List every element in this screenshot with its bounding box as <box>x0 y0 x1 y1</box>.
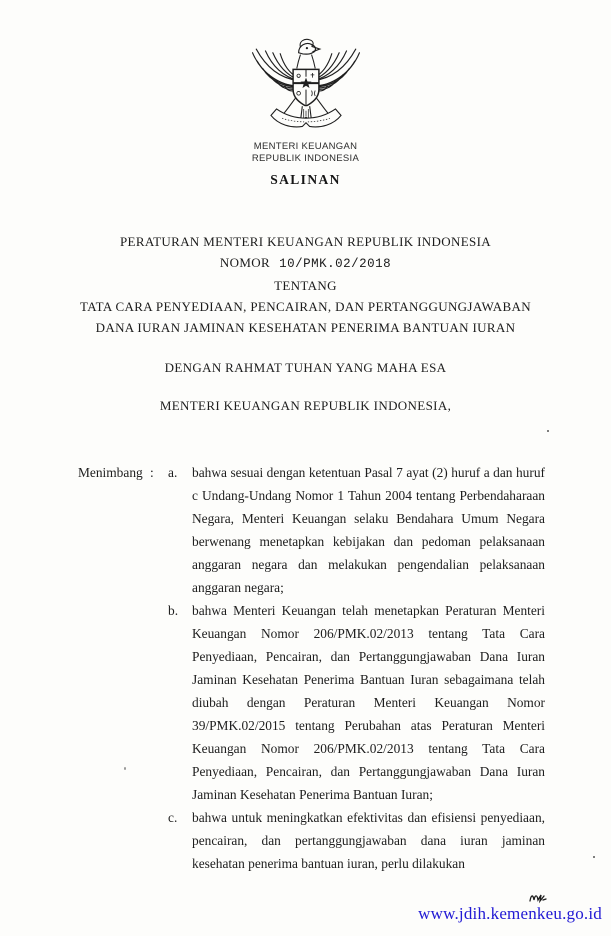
nomor-label: NOMOR <box>219 255 271 270</box>
considerations-section <box>78 461 545 875</box>
menimbang-colon: : <box>150 465 154 480</box>
tentang-label: TENTANG <box>274 278 337 293</box>
item-text: bahwa sesuai dengan ketentuan Pasal 7 ayat (2) huruf a dan huruf c Undang-Undang Nomor 1 Tahun 2004 tentang Perbendaharaan Negara, Menteri Keuangan selaku Bendahara Umum Negara berwenang menetapkan kebijakan dan pedoman pelaksanaan anggaran negara dan melakukan pengendalian pelaksanaan anggaran negara; <box>192 465 545 595</box>
scan-speck <box>547 430 549 432</box>
salinan-copy-label: SALINAN <box>270 172 341 187</box>
consideration-item-a <box>168 461 545 599</box>
regulation-title-line: PERATURAN MENTERI KEUANGAN REPUBLIK INDONESIA <box>119 234 492 249</box>
garuda-pancasila-emblem-icon <box>245 38 367 132</box>
authority-line: MENTERI KEUANGAN REPUBLIK INDONESIA, <box>159 398 452 413</box>
consideration-item-c <box>168 806 545 875</box>
paraf-initials-icon <box>528 891 550 904</box>
jdih-website-link[interactable]: www.jdih.kemenkeu.go.id <box>418 904 602 923</box>
scan-speck <box>124 767 126 770</box>
scan-speck <box>593 856 595 858</box>
letterhead <box>0 38 611 188</box>
invocation-line: DENGAN RAHMAT TUHAN YANG MAHA ESA <box>164 360 447 375</box>
consideration-item-b <box>168 599 545 806</box>
nomor-value: 10/PMK.02/2018 <box>279 257 392 271</box>
menimbang-label: Menimbang <box>78 465 143 480</box>
menimbang-items <box>168 461 545 875</box>
ministry-name-line2: REPUBLIK INDONESIA <box>251 153 360 164</box>
item-letter: c. <box>168 810 178 825</box>
item-letter: b. <box>168 603 179 618</box>
ministry-name-line1: MENTERI KEUANGAN <box>253 141 358 152</box>
subject-line2: DANA IURAN JAMINAN KESEHATAN PENERIMA BANTUAN IURAN <box>95 320 516 335</box>
regulation-number-line <box>0 252 611 275</box>
item-text: bahwa Menteri Keuangan telah menetapkan Peraturan Menteri Keuangan Nomor 206/PMK.02/2013 tentang Tata Cara Penyediaan, Pencairan, dan Pertanggungjawaban Dana Iuran Jaminan Kesehatan Penerima Bantuan Iuran sebagaimana telah diubah dengan Peraturan Menteri Keuangan Nomor 39/PMK.02/2015 tentang Perubahan atas Peraturan Menteri Keuangan Nomor 206/PMK.02/2013 tentang Tata Cara Penyediaan, Pencairan, dan Pertanggungjawaban Dana Iuran Jaminan Kesehatan Penerima Bantuan Iuran; <box>192 603 545 802</box>
item-letter: a. <box>168 465 178 480</box>
subject-line1: TATA CARA PENYEDIAAN, PENCAIRAN, DAN PERTANGGUNGJAWABAN <box>80 299 531 314</box>
regulation-title-block <box>0 231 611 338</box>
page-footer <box>418 891 602 924</box>
item-text: bahwa untuk meningkatkan efektivitas dan efisiensi penyediaan, pencairan, dan pertanggungjawaban dana iuran jaminan kesehatan penerima bantuan iuran, perlu dilakukan <box>192 810 545 871</box>
